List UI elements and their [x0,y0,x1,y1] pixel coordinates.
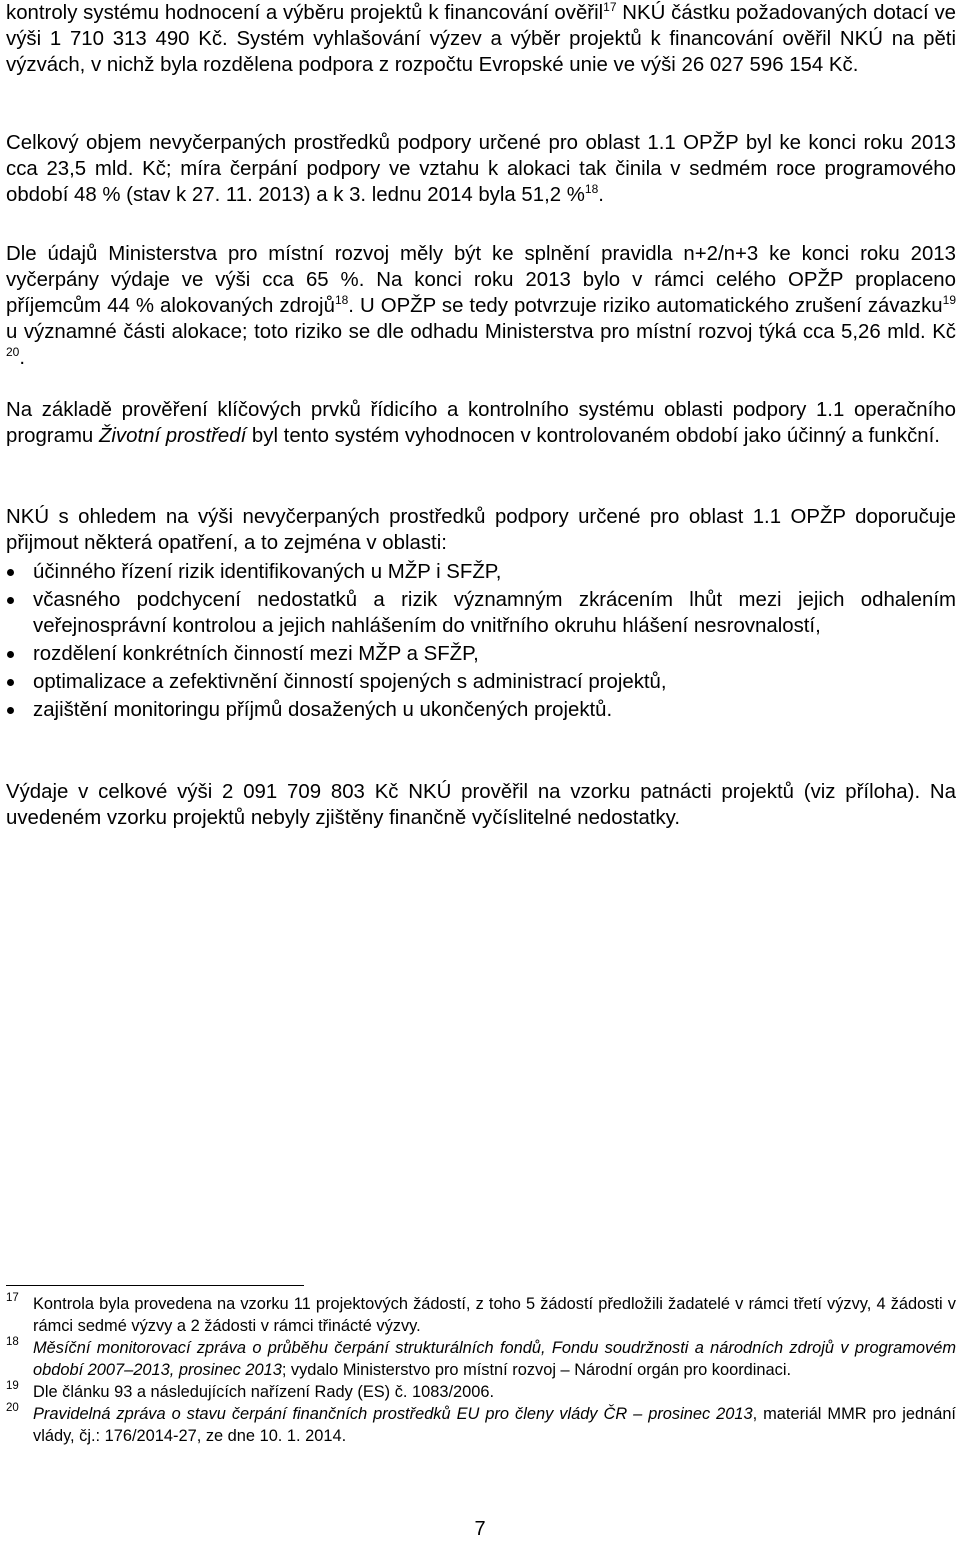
footnote-number: 20 [6,1402,19,1414]
footnote-separator [6,1285,304,1286]
list-item: optimalizace a zefektivnění činností spojených s administrací projektů, [6,669,956,695]
paragraph-control-summary [6,0,956,78]
list-item: rozdělení konkrétních činností mezi MŽP a SFŽP, [6,641,956,667]
paragraph-expenditure: Výdaje v celkové výši 2 091 709 803 Kč NKÚ prověřil na vzorku patnácti projektů (viz příloha). Na uvedeném vzorku projektů nebyly zjištěny finančně vyčíslitelné nedostatky. [6,781,956,829]
footnote-18 [6,1337,956,1381]
list-item: zajištění monitoringu příjmů dosažených u ukončených projektů. [6,697,956,723]
footnote-17 [6,1293,956,1337]
footnote-source-title: Měsíční monitorovací zpráva o průběhu čerpání strukturálních fondů, Fondu soudržnosti a národních zdrojů v programovém období 2007–2013, prosinec 2013 [33,1339,956,1379]
footnote-text: Dle článku 93 a následujících nařízení Rady (ES) č. 1083/2006. [33,1383,495,1401]
footnotes [6,1293,956,1447]
paragraph-n2-rule [6,241,956,371]
text: Celkový objem nevyčerpaných prostředků podpory určené pro oblast 1.1 OPŽP byl ke konci roku 2013 cca 23,5 mld. Kč; míra čerpání podpory ve vztahu k alokaci tak činila v sedmém roce programového období 48 % (stav k 27. 11. 2013) a k 3. lednu 2014 byla 51,2 % [6,132,956,206]
footnote-number: 19 [6,1380,19,1392]
footnote-ref-18: 18 [334,293,349,308]
footnote-19 [6,1381,956,1403]
footnote-20 [6,1403,956,1447]
text: Dle údajů Ministerstva pro místní rozvoj měly být ke splnění pravidla n+2/n+3 ke konci roku 2013 vyčerpány výdaje ve výši cca 65 %. Na konci roku 2013 bylo v rámci celého OPŽP proplaceno příjemcům 44 % alokovaných zdrojů [6,243,956,317]
paragraph-evaluation [6,397,956,449]
footnote-ref-20: 20 [6,345,20,360]
paragraph-recommendation: NKÚ s ohledem na výši nevyčerpaných prostředků podpory určené pro oblast 1.1 OPŽP doporučuje přijmout některá opatření, a to zejména v oblasti: [6,506,956,554]
text: . [19,347,26,369]
text: byl tento systém vyhodnocen v kontrolovaném období jako účinný a funkční. [246,425,940,447]
footnote-source-title: Pravidelná zpráva o stavu čerpání finančních prostředků EU pro členy vlády ČR – prosinec 2013 [33,1405,753,1423]
footnote-text: , materiál MMR pro jednání vlády, čj.: 176/2014-27, ze dne 10. 1. 2014. [33,1405,956,1445]
footnote-text: ; vydalo Ministerstvo pro místní rozvoj – Národní orgán pro koordinaci. [281,1361,792,1379]
footnote-ref-19: 19 [942,293,956,308]
text: NKÚ částku požadovaných dotací ve výši 1 710 313 490 Kč. Systém vyhlašování výzev a výběr projektů k financování ověřil NKÚ na pěti výzvách, v nichž byla rozdělena podpora z rozpočtu Evropské unie ve výši 26 027 596 154 Kč. [6,2,956,76]
paragraph-unused-funds [6,130,956,208]
list-item: účinného řízení rizik identifikovaných u MŽP i SFŽP, [6,559,956,585]
page-number: 7 [474,1518,486,1540]
text: . [598,184,604,206]
list-item: včasného podchycení nedostatků a rizik významným zkrácením lhůt mezi jejich odhalením veřejnosprávní kontrolou a jejich nahlášením do vnitřního okruhu hlášení nesrovnalostí, [6,587,956,639]
footnote-number: 18 [6,1336,19,1348]
program-name: Životní prostředí [98,425,247,447]
footnote-ref-17: 17 [603,0,617,15]
footnote-text: Kontrola byla provedena na vzorku 11 projektových žádostí, z toho 5 žádostí předložili žadatelé v rámci třetí výzvy, 4 žádosti v rámci sedmé výzvy a 2 žádosti v rámci třinácté výzvy. [33,1295,956,1335]
text: . U OPŽP se tedy potvrzuje riziko automatického zrušení závazku [348,295,943,317]
footnote-number: 17 [6,1292,19,1304]
recommendation-list [6,559,956,725]
footnote-ref-18: 18 [584,182,599,197]
text: u významné části alokace; toto riziko se dle odhadu Ministerstva pro místní rozvoj týká cca 5,26 mld. Kč [6,321,956,343]
text: Na základě prověření klíčových prvků řídicího a kontrolního systému oblasti podpory 1.1 operačního programu [6,399,956,447]
text: kontroly systému hodnocení a výběru projektů k financování ověřil [6,2,604,24]
